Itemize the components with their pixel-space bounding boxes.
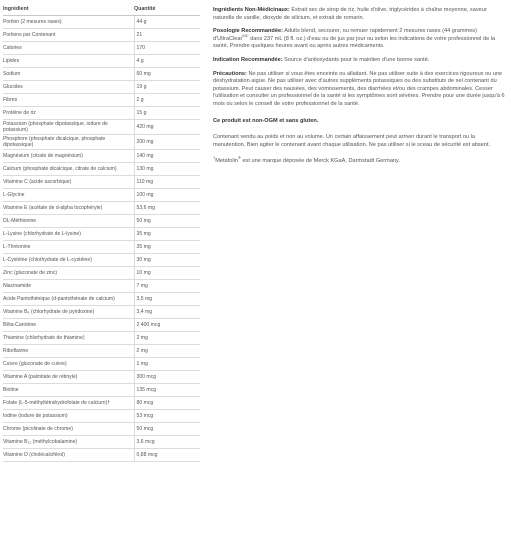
trademark-note — [213, 155, 505, 166]
ingredient-quantity: 60 mg — [134, 68, 200, 81]
table-row — [3, 202, 200, 215]
ingredient-name: Vitamine B₁₂ (méthylcobalamine) — [3, 436, 134, 449]
ingredient-quantity: 35 mg — [134, 228, 200, 241]
posology-paragraph — [213, 28, 505, 51]
ingredient-quantity: 2 400 mcg — [134, 319, 200, 332]
non-medicinal-text: Extrait sec de sirop de riz, huile d'olive, triglycérides à chaîne moyenne, saveur naturelle de vanille, dioxyde de silicium, et extrait de romarin. — [213, 7, 487, 21]
ingredient-quantity: 3,6 mcg — [134, 436, 200, 449]
ingredient-quantity: 2 g — [134, 94, 200, 107]
table-header-row — [3, 4, 200, 16]
ingredient-quantity: 50 mg — [134, 215, 200, 228]
table-row — [3, 449, 200, 462]
ingredient-name: Vitamine B₆ (chlorhydrate de pyridoxine) — [3, 306, 134, 319]
ingredient-table — [3, 4, 200, 462]
table-row — [3, 345, 200, 358]
table-row — [3, 81, 200, 94]
ingredient-quantity: 100 mg — [134, 189, 200, 202]
product-info — [213, 7, 505, 172]
table-row — [3, 423, 200, 436]
ingredient-name: Portion (2 mesures rases) — [3, 16, 134, 29]
ingredient-quantity: 35 mg — [134, 241, 200, 254]
ingredient-quantity: 15 g — [134, 107, 200, 120]
ingredient-name: Acide Pantothénique (d-pantothénate de calcium) — [3, 293, 134, 306]
ingredient-rows — [3, 16, 200, 462]
ingredient-quantity: 135 mcg — [134, 384, 200, 397]
ingredient-name: L-Glycine — [3, 189, 134, 202]
table-row — [3, 150, 200, 163]
ingredient-quantity: 80 mcg — [134, 397, 200, 410]
ingredient-name: Bêta-Carotène — [3, 319, 134, 332]
table-row — [3, 189, 200, 202]
ingredient-name: Iodine (iodure de potassium) — [3, 410, 134, 423]
trademark-text: est une marque déposée de Merck KGaA, Darmstadt Germany. — [240, 158, 400, 165]
ingredient-quantity: 53 mcg — [134, 410, 200, 423]
ingredient-quantity: 44 g — [134, 16, 200, 29]
table-row — [3, 120, 200, 135]
non-gmo-statement: Ce produit est non-OGM et sans gluten. — [213, 117, 319, 124]
precautions-label: Précautions: — [213, 70, 247, 77]
ingredient-name: Lipides — [3, 55, 134, 68]
precautions-paragraph — [213, 71, 505, 109]
table-row — [3, 135, 200, 150]
table-row — [3, 371, 200, 384]
table-row — [3, 176, 200, 189]
header-quantity: Quantité — [134, 4, 200, 16]
ingredient-quantity: 53,6 mg — [134, 202, 200, 215]
ingredient-quantity: 7 mg — [134, 280, 200, 293]
ingredient-name: Calcium (phosphate dicalcique, citrate de calcium) — [3, 163, 134, 176]
indication-text: Source d'antioxydants pour le maintien d'une bonne santé. — [282, 56, 430, 63]
posology-text-1: Adults blend, secourer, ou remuer rapidement 2 mesures rases (44 grammes) d'UltraClear — [213, 28, 477, 42]
non-medicinal-paragraph — [213, 7, 505, 22]
ingredient-quantity: 21 — [134, 29, 200, 42]
ingredient-quantity: 130 mg — [134, 163, 200, 176]
ingredient-quantity: 200 mg — [134, 135, 200, 150]
table-row — [3, 215, 200, 228]
trademark-brand: Metafolin — [215, 158, 238, 165]
table-row — [3, 29, 200, 42]
table-row — [3, 293, 200, 306]
table-row — [3, 16, 200, 29]
ingredient-name: L-Lysine (chlorhydrate de L-lysine) — [3, 228, 134, 241]
ingredient-name: Folate (L-5-méthyltétrahydrofolate de calcium)† — [3, 397, 134, 410]
ingredient-quantity: 300 mcg — [134, 371, 200, 384]
ingredient-quantity: 2 mg — [134, 345, 200, 358]
trademark-dagger: † — [213, 155, 216, 161]
table-row — [3, 436, 200, 449]
ingredient-name: Vitamine A (palmitate de rétinyle) — [3, 371, 134, 384]
ingredient-table-wrapper — [3, 4, 200, 462]
table-row — [3, 332, 200, 345]
table-row — [3, 163, 200, 176]
table-row — [3, 306, 200, 319]
ingredient-name: Vitamine C (acide ascorbique) — [3, 176, 134, 189]
table-row — [3, 241, 200, 254]
container-note: Contenant vendu au poids et non au volume. Un certain affaissement peut arriver durant le transport ou la manutention. Bien agiter le contenant avant chaque utilisation. Ne pas utiliser si le sceau de sécurité est absent. — [213, 134, 491, 148]
ingredient-name: Phosphore (phosphate dicalcique, phosphate dipotassique) — [3, 135, 134, 150]
ingredient-name: Sodium — [3, 68, 134, 81]
table-row — [3, 55, 200, 68]
ingredient-quantity: 4 g — [134, 55, 200, 68]
trademark-registered: ® — [237, 155, 241, 161]
table-row — [3, 280, 200, 293]
table-row — [3, 107, 200, 120]
precautions-text: Ne pas utiliser si vous êtes enceinte ou allaitant. Ne pas utiliser suite à des exercices rigoureux ou une déshydratation aigüe. Ne pas utiliser avec d'autres suppléments potassiques ou des substituts de sel contenant du potassium. Peut causer des nausées, des vomissements, des diarrhées et/ou des crampes abdominales. Cesser l'utilisation et consulter un professionnel de la santé si les symptômes sont sévères. Prendre pour une durée jusqu'à 6 mois ou selon le conseil de votre professionnel de la santé. — [213, 70, 505, 107]
table-row — [3, 267, 200, 280]
ingredient-quantity: 0,88 mcg — [134, 449, 200, 462]
ingredient-name: DL-Méthionine — [3, 215, 134, 228]
non-gmo-paragraph — [213, 118, 505, 126]
ingredient-quantity: 19 g — [134, 81, 200, 94]
indication-paragraph — [213, 57, 505, 65]
ingredient-quantity: 110 mg — [134, 176, 200, 189]
ingredient-name: Potassium (phosphate dipotassique, iodure de potassium) — [3, 120, 134, 135]
posology-trademark: MC — [242, 32, 249, 38]
ingredient-quantity: 50 mcg — [134, 423, 200, 436]
indication-label: Indication Recommandée: — [213, 56, 283, 63]
table-row — [3, 384, 200, 397]
ingredient-quantity: 3,4 mg — [134, 306, 200, 319]
ingredient-quantity: 30 mg — [134, 254, 200, 267]
ingredient-quantity: 420 mg — [134, 120, 200, 135]
table-row — [3, 42, 200, 55]
table-row — [3, 319, 200, 332]
posology-text-2: dans 237 mL (8 fl. oz.) d'eau ou de jus par jour ou selon les indications de votre professionnel de la santé. Prendre quelques heures avant ou après autres médicaments. — [213, 35, 496, 50]
table-row — [3, 94, 200, 107]
ingredient-name: L-Cystéine (chlorhydrate de L-cystéine) — [3, 254, 134, 267]
ingredient-name: Glucides — [3, 81, 134, 94]
table-row — [3, 358, 200, 371]
ingredient-name: Biotine — [3, 384, 134, 397]
ingredient-name: Portions par Contenant — [3, 29, 134, 42]
table-row — [3, 410, 200, 423]
ingredient-name: Riboflavine — [3, 345, 134, 358]
ingredient-quantity: 140 mg — [134, 150, 200, 163]
ingredient-name: Magnésium (citrate de magnésium) — [3, 150, 134, 163]
table-row — [3, 254, 200, 267]
ingredient-name: L-Thréonine — [3, 241, 134, 254]
ingredient-quantity: 10 mg — [134, 267, 200, 280]
ingredient-name: Chrome (picolinate de chrome) — [3, 423, 134, 436]
ingredient-quantity: 2 mg — [134, 332, 200, 345]
table-row — [3, 228, 200, 241]
table-row — [3, 397, 200, 410]
posology-label: Posologie Recommandée: — [213, 28, 283, 35]
ingredient-name: Cuivre (gluconate de cuivre) — [3, 358, 134, 371]
ingredient-quantity: 1 mg — [134, 358, 200, 371]
ingredient-name: Calories — [3, 42, 134, 55]
table-row — [3, 68, 200, 81]
ingredient-name: Thiamine (chlorhydrate de thiamine) — [3, 332, 134, 345]
ingredient-name: Niacinamide — [3, 280, 134, 293]
ingredient-quantity: 170 — [134, 42, 200, 55]
ingredient-name: Vitamine E (acétate de d-alpha tocophéryle) — [3, 202, 134, 215]
ingredient-name: Protéine de riz — [3, 107, 134, 120]
ingredient-name: Zinc (gluconate de zinc) — [3, 267, 134, 280]
ingredient-name: Vitamine D (cholécalciférol) — [3, 449, 134, 462]
header-ingredient: Ingrédient — [3, 4, 134, 16]
ingredient-quantity: 3,5 mg — [134, 293, 200, 306]
non-medicinal-label: Ingrédients Non-Médicinaux: — [213, 7, 290, 13]
ingredient-name: Fibres — [3, 94, 134, 107]
